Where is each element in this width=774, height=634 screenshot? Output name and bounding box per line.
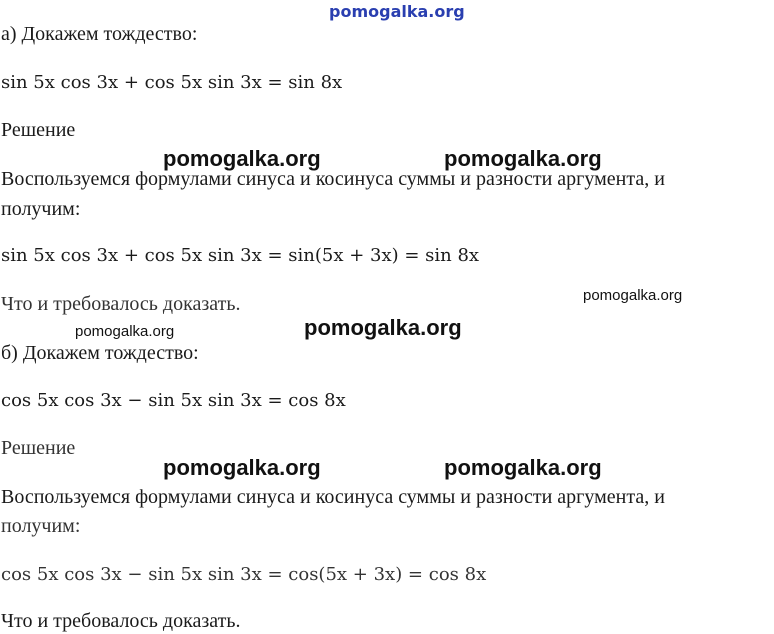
part-b-heading: б) Докажем тождество:	[1, 342, 199, 364]
part-b-identity: cos 5x cos 3x − sin 5x sin 3x = cos 8x	[1, 390, 346, 411]
watermark: pomogalka.org	[444, 455, 602, 480]
part-b-explanation-line1: Воспользуемся формулами синуса и косинуса суммы и разности аргумента, и	[1, 486, 665, 508]
part-b-solution-label: Решение	[1, 437, 76, 459]
watermark: pomogalka.org	[444, 146, 602, 171]
watermark-top-link: pomogalka.org	[329, 2, 465, 21]
part-a-conclusion: Что и требовалось доказать.	[1, 293, 241, 315]
part-b-derivation: cos 5x cos 3x − sin 5x sin 3x = cos(5x + 3x) = cos 8x	[1, 564, 487, 585]
part-b-explanation-line2: получим:	[1, 515, 81, 537]
watermark: pomogalka.org	[163, 455, 321, 480]
watermark: pomogalka.org	[163, 146, 321, 171]
part-a-derivation: sin 5x cos 3x + cos 5x sin 3x = sin(5x + 3x) = sin 8x	[1, 245, 480, 266]
part-a-explanation-line1: Воспользуемся формулами синуса и косинуса суммы и разности аргумента, и	[1, 168, 665, 190]
part-b-conclusion: Что и требовалось доказать.	[1, 610, 241, 632]
part-a-identity: sin 5x cos 3x + cos 5x sin 3x = sin 8x	[1, 72, 343, 93]
watermark: pomogalka.org	[75, 323, 175, 340]
part-a-heading: а) Докажем тождество:	[1, 23, 198, 45]
watermark: pomogalka.org	[304, 315, 462, 340]
part-a-solution-label: Решение	[1, 119, 76, 141]
part-a-explanation-line2: получим:	[1, 198, 81, 220]
watermark: pomogalka.org	[583, 287, 683, 304]
